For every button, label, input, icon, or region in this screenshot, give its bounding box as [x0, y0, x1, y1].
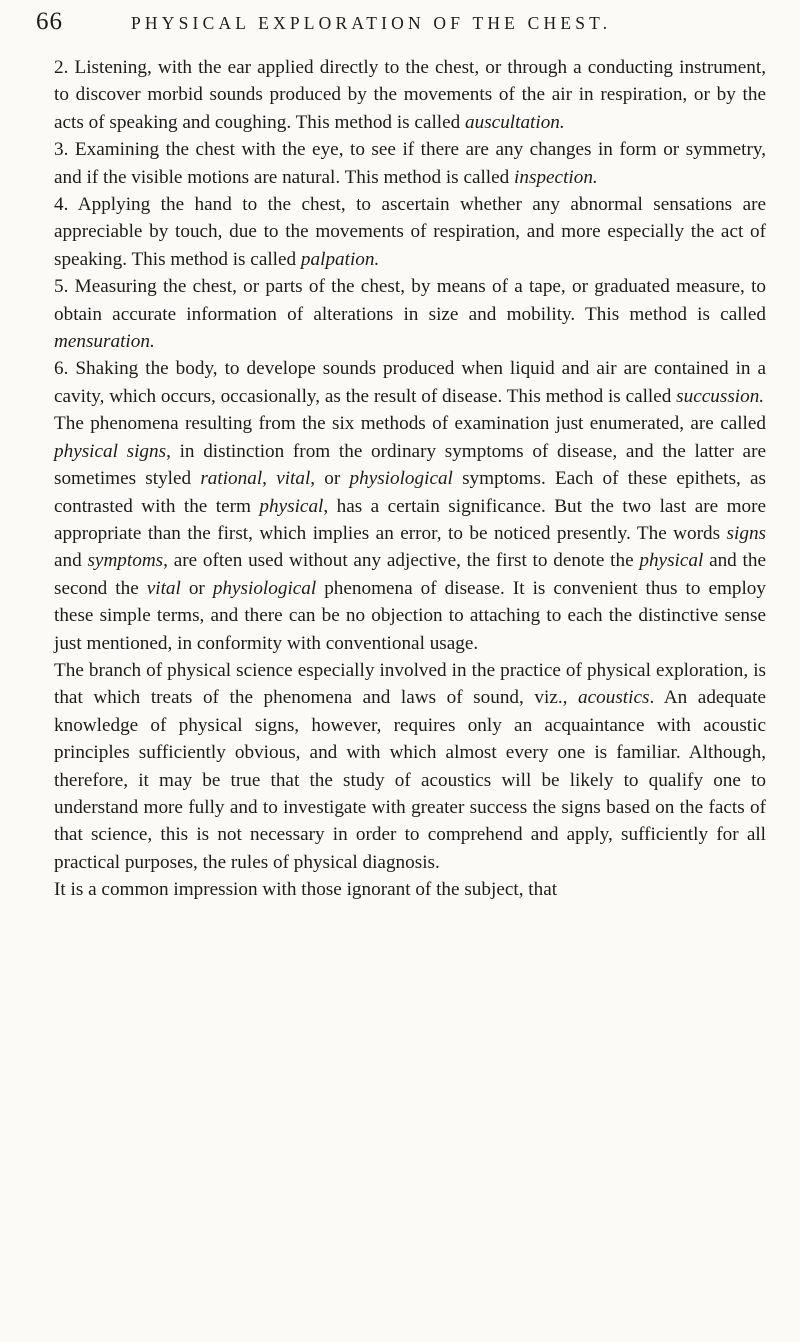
text-run: ,: [262, 468, 277, 490]
italic-term: vital: [276, 468, 311, 490]
text-run: 5. Measuring the chest, or parts of the chest, by means of a tape, or graduated measure, to obtain accurate information of alterations in size and mobility. This method is called: [54, 276, 766, 325]
body-text: [54, 54, 766, 904]
italic-term: rational: [200, 468, 263, 490]
italic-term: symptoms: [87, 550, 164, 572]
italic-term: signs: [726, 522, 766, 544]
text-run: 3. Examining the chest with the eye, to see if there are any changes in form or symmetry, and if the visible motions are natural. This method is called: [54, 139, 766, 188]
text-run: and the second the: [54, 550, 766, 599]
italic-term: physical signs: [54, 440, 167, 462]
text-run: The phenomena resulting from the six methods of examination just enumerated, are called: [54, 413, 766, 435]
italic-term: physiological: [349, 468, 453, 490]
italic-term: auscultation.: [465, 111, 565, 133]
italic-term: inspection.: [514, 166, 598, 188]
text-run: . An adequate knowledge of physical signs, however, requires only an acquaintance with acoustic principles sufficiently obvious, and with which almost every one is familiar. Although, therefore, it may be true that the study of acoustics will be likely to qualify one to understand more fully and to investigate with greater success the signs based on the facts of that science, this is not necessary in order to comprehend and apply, sufficiently for all practical purposes, the rules of physical diagnosis.: [54, 687, 766, 873]
italic-term: palpation.: [300, 248, 380, 270]
text-run: phenomena of disease. It is convenient thus to employ these simple terms, and there can be no objection to attaching to each the distinctive sense just mentioned, in conformity with conventional usage.: [54, 577, 766, 654]
paragraph: [54, 54, 766, 136]
paragraph: [54, 876, 766, 903]
text-run: and: [54, 550, 88, 572]
paragraph: [54, 273, 766, 355]
page-header: [36, 8, 760, 42]
italic-term: mensuration.: [54, 331, 155, 353]
paragraph: [54, 410, 766, 657]
paragraph: [54, 657, 766, 876]
italic-term: acoustics: [578, 687, 650, 709]
italic-term: physical: [259, 495, 324, 517]
italic-term: physiological: [212, 577, 317, 599]
text-run: , in distinction from the ordinary symptoms of disease, and the latter are sometimes styled: [54, 440, 766, 490]
paragraph: [54, 191, 766, 273]
text-run: 4. Applying the hand to the chest, to ascertain whether any abnormal sensations are appreciable by touch, due to the movements of respiration, and more especially the act of speaking. This method is called: [54, 194, 766, 270]
text-run: , are often used without any adjective, the first to denote the: [163, 550, 640, 572]
text-run: or: [180, 577, 213, 599]
text-run: symptoms. Each of these epithets, as contrasted with the term: [54, 468, 767, 517]
paragraph: [54, 136, 766, 191]
text-run: It is a common impression with those ignorant of the subject, that: [54, 879, 558, 901]
text-run: 6. Shaking the body, to develope sounds produced when liquid and air are contained in a cavity, which occurs, occasionally, as the result of disease. This method is called: [54, 358, 766, 407]
page-number: 66: [36, 8, 63, 35]
running-title: PHYSICAL EXPLORATION OF THE CHEST.: [131, 13, 612, 33]
italic-term: physical: [639, 550, 704, 572]
text-run: , has a certain significance. But the two last are more appropriate than the first, which implies an error, to be noticed presently. The words: [54, 495, 766, 544]
text-run: The branch of physical science especially involved in the practice of physical exploration, is that which treats of the phenomena and laws of sound, viz.,: [54, 659, 766, 709]
italic-term: succussion.: [676, 385, 765, 407]
text-run: 2. Listening, with the ear applied directly to the chest, or through a conducting instrument, to discover morbid sounds produced by the movements of the air in respiration, or by the acts of speaking and coughing. This method is called: [54, 57, 766, 133]
italic-term: vital: [146, 577, 181, 599]
paragraph: [54, 355, 766, 410]
text-run: , or: [310, 468, 350, 490]
